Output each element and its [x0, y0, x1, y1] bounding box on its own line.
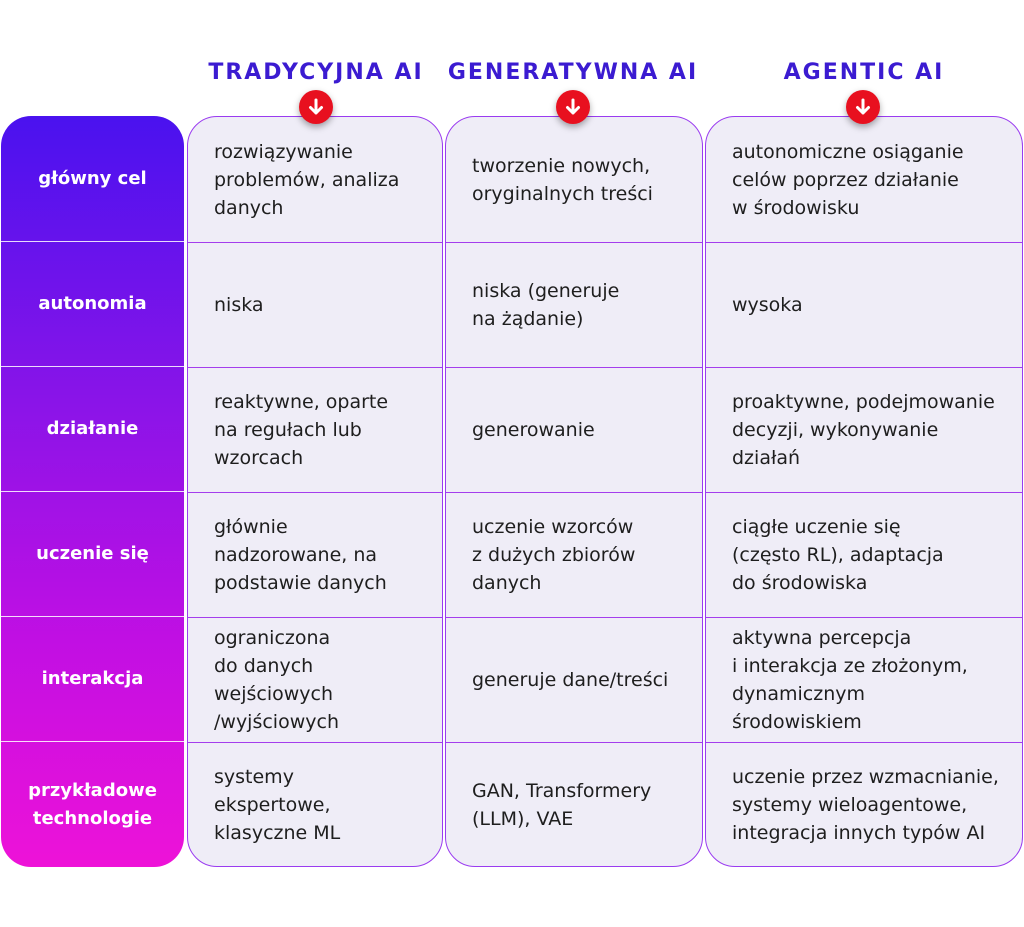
cell-generatywna-dzialanie: generowanie: [446, 367, 702, 492]
cell-generatywna-glowny-cel: tworzenie nowych, oryginalnych treści: [472, 154, 653, 205]
cell-tradycyjna-dzialanie: reaktywne, oparte na regułach lub wzorcach: [188, 367, 442, 492]
cell-agentic-interakcja: aktywna percepcja i interakcja ze złożonym, dynamicznym środowiskiem: [706, 617, 1022, 742]
row-label-autonomia: autonomia: [1, 241, 184, 366]
column-agentic: [705, 116, 1023, 867]
row-label-przykladowe-technologie: przykładowe technologie: [1, 741, 184, 867]
cell-generatywna-interakcja: generuje dane/treści: [446, 617, 702, 742]
cell-tradycyjna-technologie: systemy ekspertowe, klasyczne ML: [188, 742, 442, 867]
cell-generatywna-autonomia: niska (generuje na żądanie): [446, 242, 702, 367]
cell-tradycyjna-glowny-cel: rozwiązywanie problemów, analiza danych: [214, 140, 400, 219]
row-label-glowny-cel: główny cel: [38, 167, 147, 189]
row-label-dzialanie: działanie: [1, 366, 184, 491]
arrow-down-icon: [846, 90, 880, 124]
row-labels-panel: [1, 116, 184, 867]
cell-agentic-technologie: uczenie przez wzmacnianie, systemy wieloagentowe, integracja innych typów AI: [706, 742, 1022, 867]
cell-tradycyjna-interakcja: ograniczona do danych wejściowych /wyjściowych: [188, 617, 442, 742]
cell-generatywna-uczenie-sie: uczenie wzorców z dużych zbiorów danych: [446, 492, 702, 617]
cell-generatywna-technologie: GAN, Transformery (LLM), VAE: [446, 742, 702, 867]
column-header-generatywna: GENERATYWNA AI: [447, 60, 699, 85]
cell-agentic-glowny-cel: autonomiczne osiąganie celów poprzez działanie w środowisku: [732, 140, 964, 219]
arrow-down-icon: [299, 90, 333, 124]
cell-agentic-dzialanie: proaktywne, podejmowanie decyzji, wykonywanie działań: [706, 367, 1022, 492]
column-header-tradycyjna: TRADYCYJNA AI: [208, 60, 424, 85]
column-header-agentic: AGENTIC AI: [783, 60, 945, 85]
cell-tradycyjna-autonomia: niska: [188, 242, 442, 367]
arrow-down-icon: [556, 90, 590, 124]
cell-agentic-uczenie-sie: ciągłe uczenie się (często RL), adaptacja do środowiska: [706, 492, 1022, 617]
column-tradycyjna: [187, 116, 443, 867]
cell-tradycyjna-uczenie-sie: głównie nadzorowane, na podstawie danych: [188, 492, 442, 617]
cell-agentic-autonomia: wysoka: [706, 242, 1022, 367]
column-generatywna: [445, 116, 703, 867]
row-label-interakcja: interakcja: [1, 616, 184, 741]
row-label-uczenie-sie: uczenie się: [1, 491, 184, 616]
